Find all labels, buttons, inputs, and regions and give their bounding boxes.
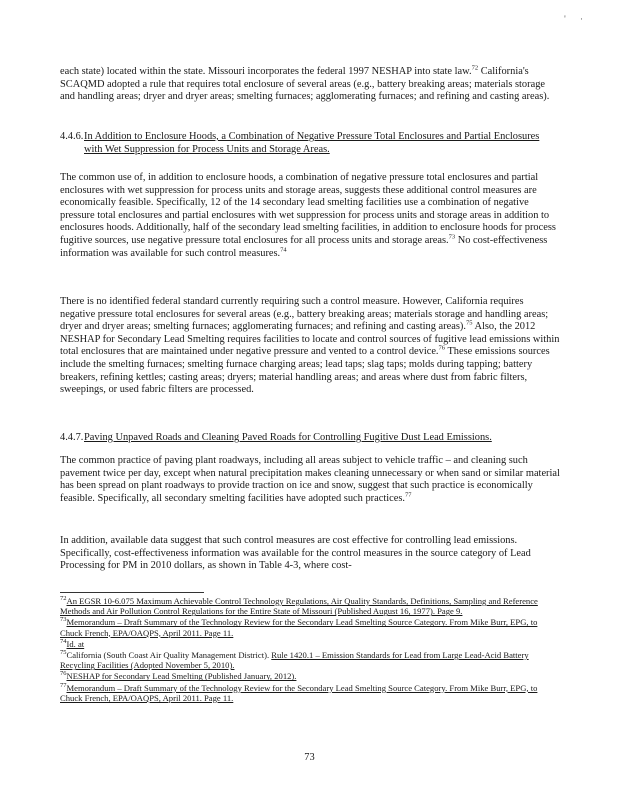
section-number: 4.4.6. — [60, 131, 84, 142]
footnote-ref: 77 — [404, 491, 412, 499]
scan-marks: ' · — [564, 14, 589, 24]
footnote-ref: 76 — [438, 344, 446, 352]
section-title: Paving Unpaved Roads and Cleaning Paved Roads for Controlling Fugitive Dust Lead Emissions. — [84, 432, 492, 443]
paragraph-text: Also, the 2012 NESHAP for Secondary Lead Smelting requires facilities to locate and control sources of fugitive lead emissions within total enclosures that are maintained under negative pressure and vented to a control device. — [60, 321, 560, 358]
footnote-number: 76 — [60, 670, 67, 678]
footnote-ref: 72 — [471, 64, 479, 72]
paragraph-text: The common practice of paving plant roadways, including all areas subject to vehicle traffic – and cleaning such pavement twice per day, except when natural precipitation makes cleaning unnecessary or when sand or similar material has been spread on plant roadways to provide traction on ice and snow, suggest that such practice is economically feasible. Specifically, all secondary smelting facilities have adopted such practices. — [60, 455, 560, 504]
section-title: In Addition to Enclosure Hoods, a Combination of Negative Pressure Total Enclosures and Partial Enclosures with Wet Suppression for Process Units and Storage Areas. — [84, 131, 540, 155]
footnote-number: 75 — [60, 649, 67, 657]
paragraph-text: The common use of, in addition to enclosure hoods, a combination of negative pressure total enclosures and partial enclosures with wet suppression for process units and storage areas, suggests these additional control measures are economically feasible. Specifically, 12 of the 14 secondary lead smelting facilities use a combination of negative pressure total enclosures and partial enclosures with wet suppression for process units and storage areas in addition to enclosures hoods. Additionally, half of the secondary lead smelting facilities, in addition to enclosure hoods for process fugitive sources, use negative pressure total enclosures for all process units and storage areas. — [60, 172, 556, 246]
page-number: 73 — [304, 752, 315, 763]
footnote-citation: Id. at — [66, 638, 85, 649]
footnote-ref: 73 — [448, 233, 456, 241]
paragraph-cost-effectiveness — [60, 535, 560, 573]
footnote — [60, 639, 560, 649]
paragraph-text: California's SCAQMD adopted a rule that requires total enclosure of several areas (e.g., battery breaking areas; materials storage and handling areas; dryer and dryer areas; smelting furnaces; agglomerating furnaces; and refining and casting areas). — [60, 66, 550, 103]
section-number: 4.4.7. — [60, 432, 84, 443]
footnote-citation: NESHAP for Secondary Lead Smelting (Published January, 2012). — [66, 671, 297, 682]
footnote — [60, 683, 560, 703]
paragraph-enclosures — [60, 172, 560, 260]
footnote-ref: 74 — [280, 246, 287, 254]
footnote-citation: Rule 1420.1 – Emission Standards for Lead from Large Lead-Acid Battery Recycling Facilities (Adopted November 5, 2010). — [60, 650, 529, 671]
paragraph-text: These emissions sources include the smelting furnaces; smelting furnace charging areas; lead taps; slag taps; molds during tapping; battery breakers, refining kettles; casting areas; dryers; material handling areas; and areas where dust from fabric filters, sweepings, or used fabric filters are processed. — [60, 346, 550, 396]
footnote — [60, 617, 560, 637]
paragraph-federal-standard — [60, 296, 560, 397]
section-heading-4-4-6 — [60, 131, 560, 156]
footnote-citation: Memorandum – Draft Summary of the Technology Review for the Secondary Lead Smelting Source Category. From Mike Burr, EPG, to Chuck French, EPA/OAQPS, April 2011. Page 11. — [60, 682, 538, 703]
footnote-citation: Memorandum – Draft Summary of the Technology Review for the Secondary Lead Smelting Source Category. From Mike Burr, EPG, to Chuck French, EPA/OAQPS, April 2011. Page 11. — [60, 617, 538, 638]
footnote-citation: An EGSR 10-6.075 Maximum Achievable Control Technology Regulations, Air Quality Standards, Definitions, Sampling and Reference Methods and Air Pollution Control Regulations for the Entire State of Missouri (Published August 16, 1977). Page 9. — [60, 596, 538, 617]
footnote-number: 72 — [60, 595, 67, 603]
paragraph-paving — [60, 455, 560, 505]
paragraph-text: each state) located within the state. Missouri incorporates the federal 1997 NESHAP into state law. — [60, 66, 472, 77]
footnote — [60, 596, 560, 616]
footnote-number: 74 — [60, 637, 67, 645]
paragraph-text: There is no identified federal standard currently requiring such a control measure. However, California requires negative pressure total enclosures for several areas (e.g., battery breaking areas; materials storage and handling areas; dryer and dryer areas; smelting furnaces; agglomerating furnaces; and refining and casting areas). — [60, 296, 549, 333]
paragraph-text: No cost-effectiveness information was available for such control measures. — [60, 234, 548, 259]
footnote — [60, 671, 560, 681]
footnote-ref: 75 — [465, 319, 473, 327]
footnote-separator — [60, 592, 204, 593]
footnotes — [60, 596, 560, 704]
footnote-source: California (South Coast Air Quality Management District). — [66, 650, 272, 661]
section-heading-4-4-7 — [60, 432, 560, 445]
footnote — [60, 650, 560, 670]
paragraph-text: In addition, available data suggest that such control measures are cost effective for controlling lead emissions. Specifically, cost-effectiveness information was available for the control measures in the source category of Lead Processing for PM in 2010 dollars, as shown in Table 4-3, where cost- — [60, 535, 531, 572]
footnote-number: 73 — [60, 616, 67, 624]
paragraph-missouri-california — [60, 66, 560, 104]
footnote-number: 77 — [60, 681, 67, 689]
